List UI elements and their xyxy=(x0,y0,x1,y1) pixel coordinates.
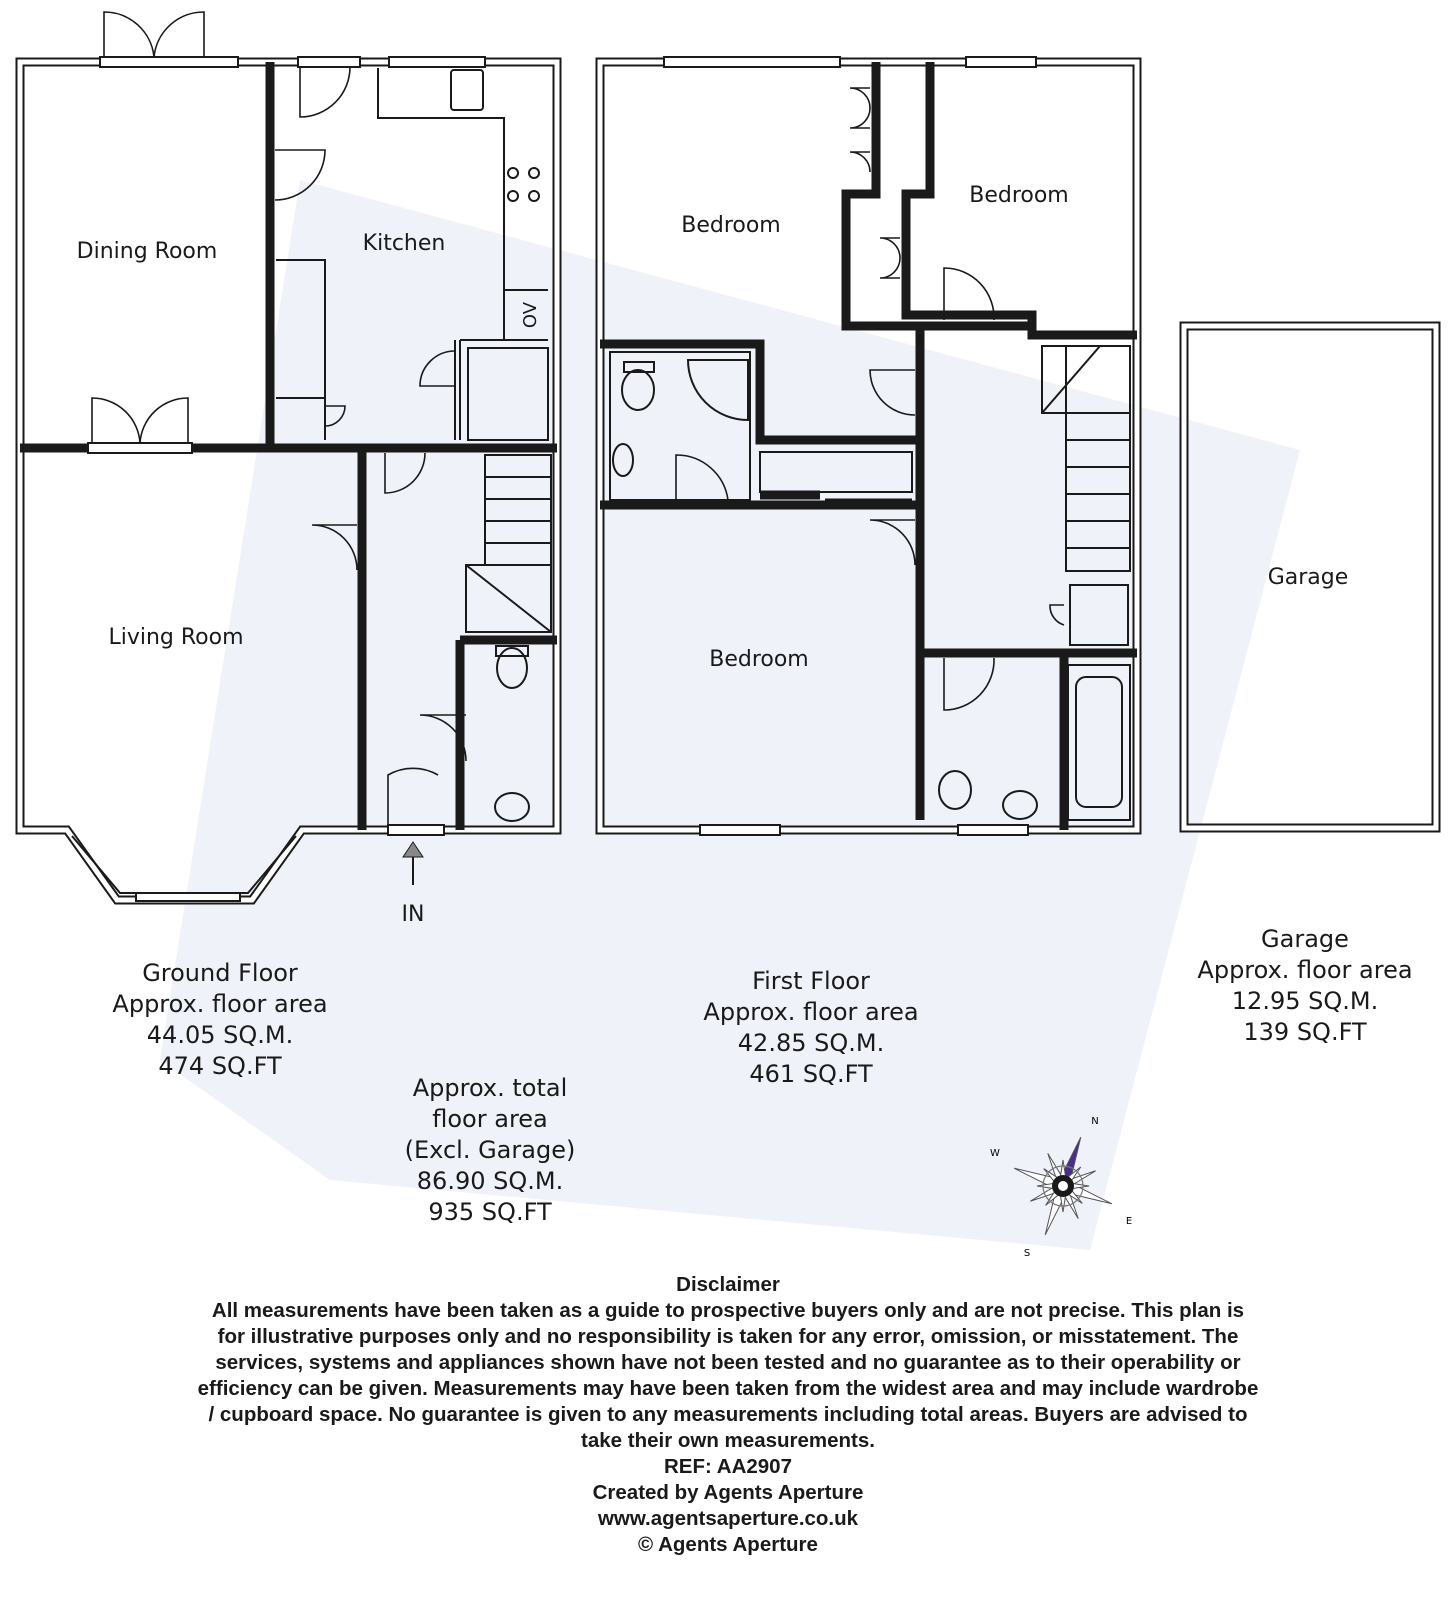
disclaimer-line: efficiency can be given. Measurements may have been taken from the widest area and may include wardrobe xyxy=(197,1377,1259,1400)
ground-floor-sqm: 44.05 SQ.M. xyxy=(146,1021,294,1049)
compass-e: E xyxy=(1125,1216,1133,1227)
garage-area-label: Approx. floor area xyxy=(1197,956,1413,984)
disclaimer-line: All measurements have been taken as a guide to prospective buyers only and are not precise. This plan is xyxy=(211,1299,1245,1322)
room-label-bedroom-1: Bedroom xyxy=(681,213,781,238)
first-floor-sqm: 42.85 SQ.M. xyxy=(737,1029,885,1057)
copyright: © Agents Aperture xyxy=(638,1533,818,1556)
reference-number: REF: AA2907 xyxy=(664,1455,792,1478)
entrance-label: IN xyxy=(401,902,425,927)
disclaimer-heading: Disclaimer xyxy=(676,1273,780,1296)
total-area-line2: floor area xyxy=(432,1105,548,1133)
created-by: Created by Agents Aperture xyxy=(592,1481,864,1504)
room-label-bedroom-2: Bedroom xyxy=(969,183,1069,208)
garage-sqft: 139 SQ.FT xyxy=(1243,1018,1367,1046)
garage-area-title: Garage xyxy=(1261,925,1349,953)
total-area-line1: Approx. total xyxy=(412,1074,568,1102)
room-label-bedroom-3: Bedroom xyxy=(709,647,809,672)
room-label-garage: Garage xyxy=(1267,565,1349,590)
compass-s: S xyxy=(1023,1248,1031,1259)
total-sqm: 86.90 SQ.M. xyxy=(416,1167,564,1195)
disclaimer-line: for illustrative purposes only and no responsibility is taken for any error, omission, or misstatement. The xyxy=(217,1325,1239,1348)
first-floor-sqft: 461 SQ.FT xyxy=(749,1060,873,1088)
room-label-living: Living Room xyxy=(108,625,244,650)
disclaimer xyxy=(60,1272,1396,1558)
garage-sqm: 12.95 SQ.M. xyxy=(1231,987,1379,1015)
total-sqft: 935 SQ.FT xyxy=(428,1198,552,1226)
first-floor-title: First Floor xyxy=(752,967,870,995)
website-link[interactable]: www.agentsaperture.co.uk xyxy=(597,1507,859,1530)
disclaimer-line: take their own measurements. xyxy=(581,1429,875,1452)
total-area xyxy=(365,1073,615,1228)
ground-floor-title: Ground Floor xyxy=(142,959,298,987)
room-label-kitchen: Kitchen xyxy=(362,231,446,256)
disclaimer-line: / cupboard space. No guarantee is given to any measurements including total areas. Buyers are advised to xyxy=(208,1403,1248,1426)
total-area-line3: (Excl. Garage) xyxy=(404,1136,576,1164)
compass-w: W xyxy=(990,1148,1000,1159)
ground-floor-sqft: 474 SQ.FT xyxy=(158,1052,282,1080)
compass-n: N xyxy=(1091,1116,1099,1127)
first-floor-area xyxy=(686,966,936,1090)
ground-floor-area xyxy=(95,958,345,1082)
garage-area xyxy=(1180,924,1430,1048)
room-label-dining: Dining Room xyxy=(76,239,218,264)
first-floor-area-label: Approx. floor area xyxy=(703,998,919,1026)
oven-label: OV xyxy=(520,301,541,329)
ground-floor-area-label: Approx. floor area xyxy=(112,990,328,1018)
disclaimer-line: services, systems and appliances shown have not been tested and no guarantee as to their operability or xyxy=(215,1351,1241,1374)
